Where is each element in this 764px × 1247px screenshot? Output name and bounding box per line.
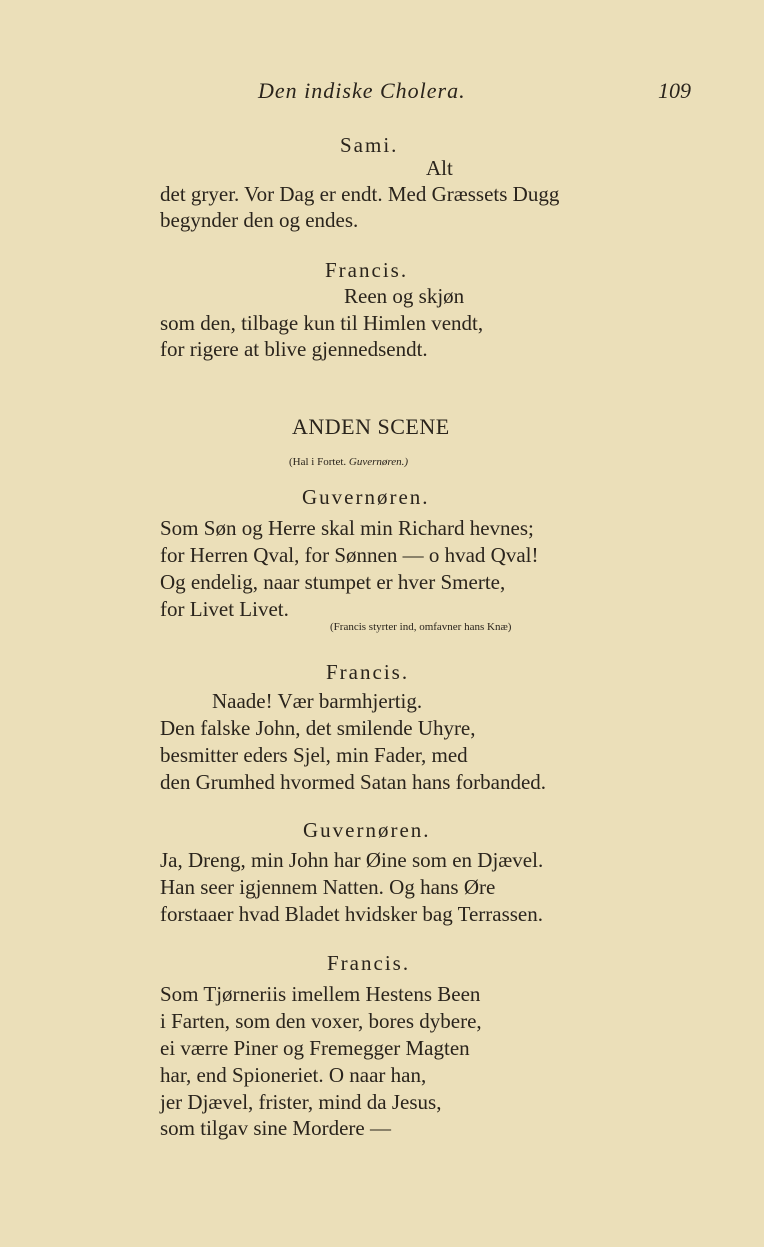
verse-line: som den, tilbage kun til Himlen vendt, bbox=[160, 311, 484, 335]
verse-line: Og endelig, naar stumpet er hver Smerte, bbox=[160, 570, 506, 594]
verse-line: i Farten, som den voxer, bores dybere, bbox=[160, 1009, 482, 1033]
speaker-name: Francis. bbox=[326, 660, 410, 684]
running-header-title: Den indiske Cholera. bbox=[258, 78, 466, 103]
stage-direction: (Francis styrter ind, omfavner hans Knæ) bbox=[330, 621, 512, 633]
speaker-name: Francis. bbox=[325, 258, 409, 282]
page-number: 109 bbox=[658, 78, 691, 103]
stage-direction bbox=[289, 456, 408, 468]
verse-line: for rigere at blive gjennedsendt. bbox=[160, 337, 428, 361]
verse-line: Ja, Dreng, min John har Øine som en Djævel. bbox=[160, 848, 544, 872]
verse-line: forstaaer hvad Bladet hvidsker bag Terrassen. bbox=[160, 902, 544, 926]
verse-line: Han seer igjennem Natten. Og hans Øre bbox=[160, 875, 496, 899]
verse-line: Alt bbox=[426, 156, 453, 180]
verse-line: det gryer. Vor Dag er endt. Med Græssets Dugg bbox=[160, 182, 560, 206]
verse-line: besmitter eders Sjel, min Fader, med bbox=[160, 743, 468, 767]
scene-title: ANDEN SCENE bbox=[292, 414, 450, 439]
verse-line: begynder den og endes. bbox=[160, 208, 359, 232]
speaker-name: Francis. bbox=[327, 951, 411, 975]
verse-line: Naade! Vær barmhjertig. bbox=[212, 689, 423, 713]
verse-line: Reen og skjøn bbox=[344, 284, 465, 308]
stage-direction-location: (Hal i Fortet. bbox=[289, 456, 347, 468]
verse-line: Som Søn og Herre skal min Richard hevnes; bbox=[160, 516, 534, 540]
speaker-name: Guvernøren. bbox=[302, 485, 430, 509]
verse-line: ei værre Piner og Fremegger Magten bbox=[160, 1036, 470, 1060]
stage-direction-character: Guvernøren.) bbox=[348, 456, 409, 468]
verse-line: som tilgav sine Mordere — bbox=[160, 1116, 391, 1140]
speaker-name: Guvernøren. bbox=[303, 818, 431, 842]
verse-line: har, end Spioneriet. O naar han, bbox=[160, 1063, 427, 1087]
speaker-name: Sami. bbox=[340, 133, 399, 157]
verse-line: Den falske John, det smilende Uhyre, bbox=[160, 716, 476, 740]
verse-line: for Livet Livet. bbox=[160, 597, 289, 621]
verse-line: for Herren Qval, for Sønnen — o hvad Qval! bbox=[160, 543, 539, 567]
verse-line: den Grumhed hvormed Satan hans forbanded. bbox=[160, 770, 547, 794]
verse-line: Som Tjørneriis imellem Hestens Been bbox=[160, 982, 481, 1006]
verse-line: jer Djævel, frister, mind da Jesus, bbox=[160, 1090, 442, 1114]
